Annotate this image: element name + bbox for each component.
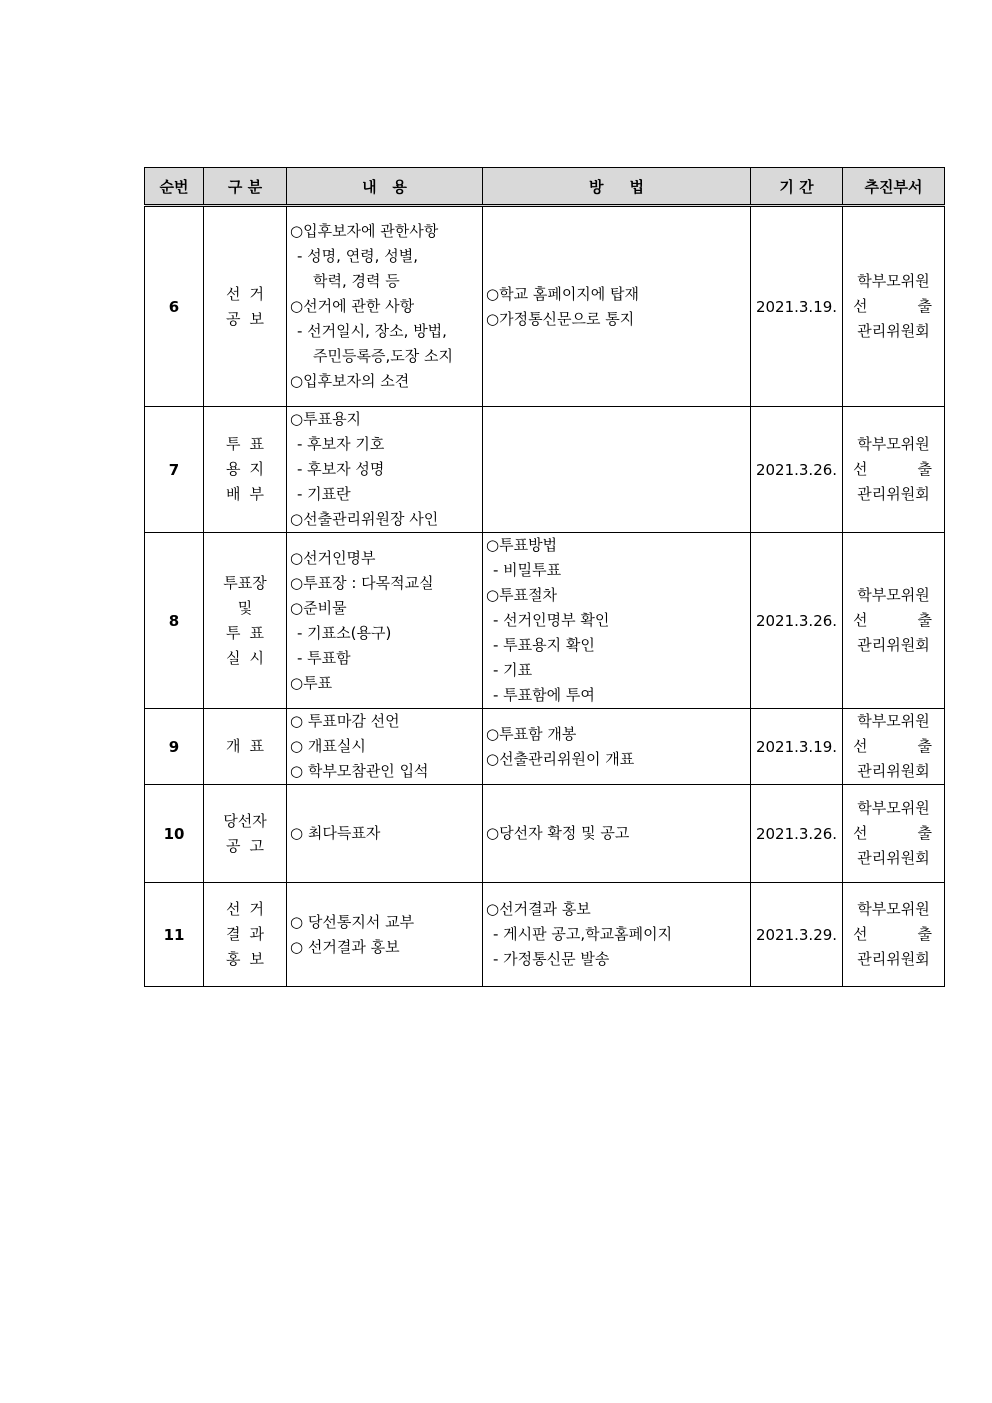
dept-line: 학부모위원 (857, 435, 930, 453)
header-dept: 추진부서 (843, 168, 945, 206)
row-method (483, 883, 751, 987)
dept-word: 출 (917, 460, 932, 478)
method-line: ○선출관리위원이 개표 (486, 749, 635, 768)
content-line: - 기표소(용구) (297, 623, 392, 642)
method-line: - 기표 (493, 661, 533, 679)
dept-line (843, 734, 944, 759)
table-row (145, 533, 945, 709)
category-line: 용지 (226, 460, 273, 478)
content-line: - 기표란 (297, 485, 351, 503)
table-row (145, 407, 945, 533)
method-line: ○투표함 개봉 (486, 724, 577, 743)
dept-line: 관리위원회 (857, 485, 930, 503)
header-method: 방 법 (483, 168, 751, 206)
category-line: 투표 (226, 435, 273, 453)
header-content: 내 용 (287, 168, 483, 206)
row-number: 6 (145, 206, 204, 407)
content-line: ○투표장 : 다목적교실 (290, 573, 434, 592)
method-line: - 투표용지 확인 (493, 636, 595, 654)
header-period: 기 간 (751, 168, 843, 206)
dept-line: 관리위원회 (857, 636, 930, 654)
dept-line: 학부모위원 (857, 586, 930, 604)
dept-line: 학부모위원 (857, 272, 930, 290)
content-line: - 선거일시, 장소, 방법, (297, 322, 447, 340)
category-line: 공고 (226, 836, 273, 855)
content-line: ○준비물 (290, 598, 347, 617)
content-line: ○투표용지 (290, 410, 362, 428)
row-dept (843, 407, 945, 533)
row-category (204, 407, 287, 533)
method-line: - 게시판 공고,학교홈페이지 (493, 925, 673, 943)
method-line: ○투표방법 (486, 536, 558, 554)
dept-word: 선 (853, 737, 868, 755)
category-line: 당선자 (223, 811, 267, 830)
row-number: 10 (145, 785, 204, 883)
row-period: 2021.3.19. (751, 709, 843, 785)
content-line: - 후보자 성명 (297, 460, 385, 478)
row-dept (843, 785, 945, 883)
row-dept (843, 709, 945, 785)
table-row (145, 206, 945, 407)
method-line: ○투표절차 (486, 586, 558, 604)
method-line: - 선거인명부 확인 (493, 611, 610, 629)
row-content (287, 533, 483, 709)
content-line: ○입후보자에 관한사항 (290, 222, 439, 240)
header-no: 순번 (145, 168, 204, 206)
dept-line (843, 608, 944, 633)
row-dept (843, 206, 945, 407)
header-category: 구 분 (204, 168, 287, 206)
row-number: 7 (145, 407, 204, 533)
dept-line (843, 457, 944, 482)
row-content (287, 407, 483, 533)
row-period: 2021.3.19. (751, 206, 843, 407)
content-line: - 성명, 연령, 성별, (297, 247, 418, 265)
category-line: 투표장 (223, 573, 267, 592)
dept-word: 출 (917, 297, 932, 315)
dept-word: 출 (917, 925, 932, 943)
row-period: 2021.3.26. (751, 407, 843, 533)
method-line: ○선거결과 홍보 (486, 900, 591, 918)
dept-word: 선 (853, 925, 868, 943)
row-category (204, 533, 287, 709)
row-dept (843, 883, 945, 987)
dept-line: 학부모위원 (857, 799, 930, 817)
content-line: ○선거인명부 (290, 548, 376, 567)
dept-line: 관리위원회 (857, 849, 930, 867)
category-line: 공보 (226, 309, 273, 328)
dept-line: 학부모위원 (857, 712, 930, 730)
dept-line: 학부모위원 (857, 900, 930, 918)
table-row (145, 883, 945, 987)
category-line: 결과 (226, 925, 273, 943)
content-line: - 투표함 (297, 648, 351, 667)
row-number: 9 (145, 709, 204, 785)
content-line: ○ 최다득표자 (290, 824, 381, 842)
category-line: 배부 (226, 485, 273, 503)
category-line: 개표 (226, 737, 273, 755)
row-content (287, 883, 483, 987)
dept-word: 선 (853, 611, 868, 629)
category-line: 선거 (226, 900, 273, 918)
dept-word: 출 (917, 611, 932, 629)
election-schedule-table (144, 167, 945, 987)
content-line: ○입후보자의 소견 (290, 372, 410, 390)
dept-word: 선 (853, 824, 868, 842)
row-number: 8 (145, 533, 204, 709)
row-category (204, 709, 287, 785)
category-line: 투표 (226, 623, 273, 642)
method-line: - 투표함에 투여 (493, 686, 595, 704)
category-line: 홍보 (226, 950, 273, 968)
row-category (204, 883, 287, 987)
category-line: 선거 (226, 284, 273, 303)
content-line: ○선출관리위원장 사인 (290, 510, 439, 528)
dept-word: 출 (917, 737, 932, 755)
content-line: ○ 당선통지서 교부 (290, 912, 415, 931)
row-method (483, 709, 751, 785)
row-method (483, 407, 751, 533)
row-method (483, 206, 751, 407)
content-line: ○ 투표마감 선언 (290, 712, 400, 730)
dept-line (843, 922, 944, 947)
category-line: 및 (237, 598, 253, 617)
dept-line (843, 821, 944, 846)
category-line: 실시 (226, 648, 273, 667)
content-line: ○투표 (290, 673, 333, 692)
dept-word: 선 (853, 460, 868, 478)
content-line: - 후보자 기호 (297, 435, 385, 453)
row-method (483, 785, 751, 883)
row-content (287, 785, 483, 883)
table-row (145, 709, 945, 785)
row-period: 2021.3.26. (751, 533, 843, 709)
row-number: 11 (145, 883, 204, 987)
row-method (483, 533, 751, 709)
table-row (145, 785, 945, 883)
method-line: ○당선자 확정 및 공고 (486, 824, 630, 842)
row-category (204, 785, 287, 883)
method-line: ○가정통신문으로 통지 (486, 309, 635, 328)
dept-word: 선 (853, 297, 868, 315)
dept-line: 관리위원회 (857, 950, 930, 968)
method-line: - 비밀투표 (493, 561, 562, 579)
content-line: ○ 학부모참관인 입석 (290, 762, 429, 780)
content-line: ○선거에 관한 사항 (290, 297, 415, 315)
header-row (145, 168, 945, 206)
content-line: 학력, 경력 등 (313, 272, 400, 290)
content-line: 주민등록증,도장 소지 (313, 347, 453, 365)
row-content (287, 206, 483, 407)
content-line: ○ 선거결과 홍보 (290, 937, 400, 956)
method-line: ○학교 홈페이지에 탑재 (486, 284, 640, 303)
row-period: 2021.3.26. (751, 785, 843, 883)
row-content (287, 709, 483, 785)
dept-line: 관리위원회 (857, 322, 930, 340)
row-dept (843, 533, 945, 709)
content-line: ○ 개표실시 (290, 737, 366, 755)
dept-line (843, 294, 944, 319)
row-category (204, 206, 287, 407)
row-period: 2021.3.29. (751, 883, 843, 987)
method-line: - 가정통신문 발송 (493, 950, 610, 968)
dept-line: 관리위원회 (857, 762, 930, 780)
dept-word: 출 (917, 824, 932, 842)
